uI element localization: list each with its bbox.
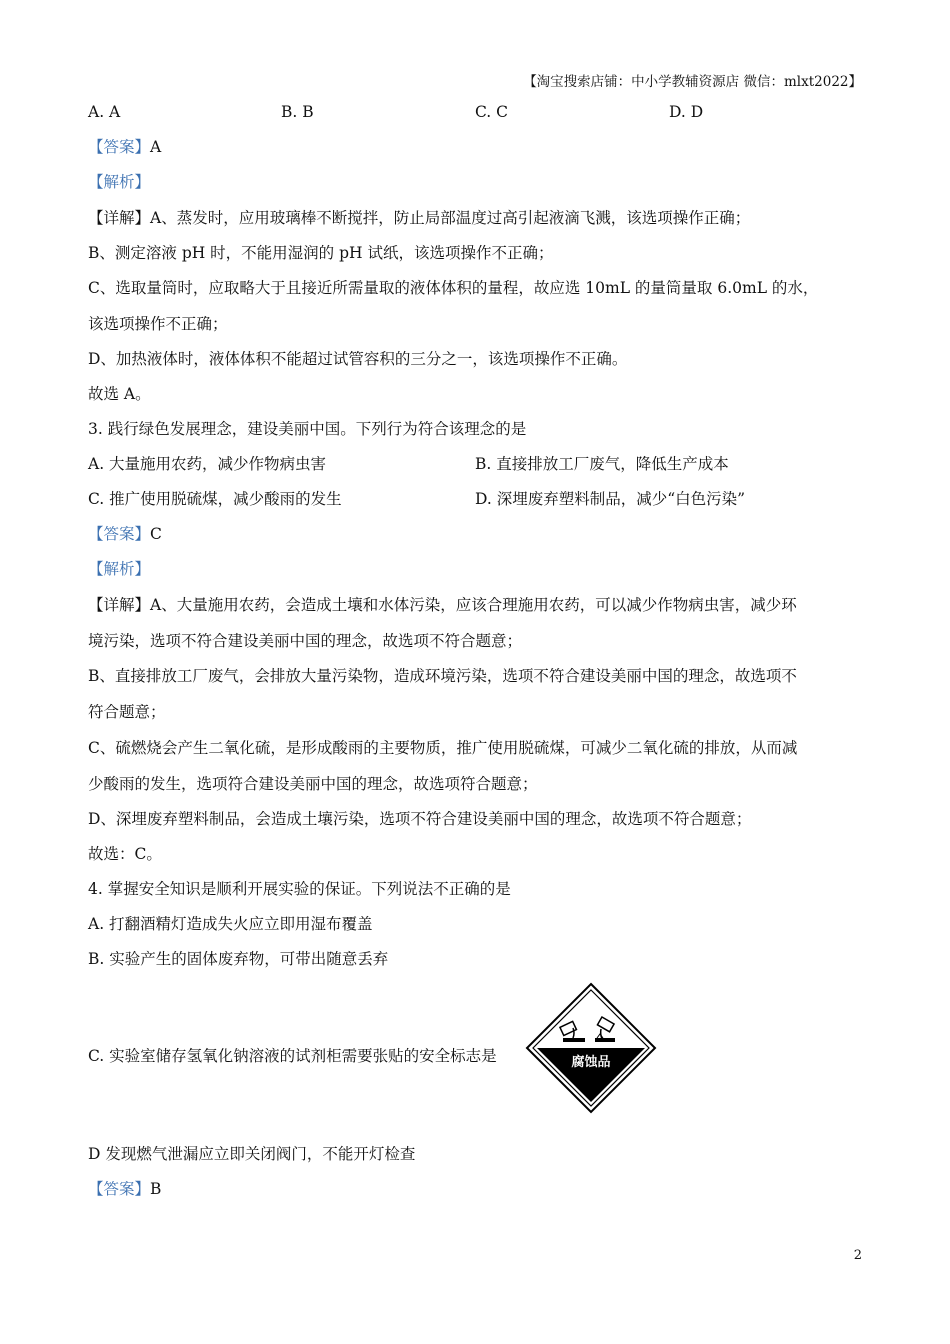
q4-option-b: B. 实验产生的固体废弃物，可带出随意丢弃 <box>88 950 389 968</box>
answer-value: A <box>150 138 162 156</box>
detail-text: A、蒸发时，应用玻璃棒不断搅拌，防止局部温度过高引起液滴飞溅，该选项操作正确； <box>150 209 751 227</box>
detail-tag: 【详解】 <box>88 596 151 614</box>
answer-tag: 【答案】 <box>88 138 151 156</box>
q3-option-a: A. 大量施用农药，减少作物病虫害 <box>88 455 327 473</box>
q3-detail-line: C、硫燃烧会产生二氧化硫，是形成酸雨的主要物质，推广使用脱硫煤，可减少二氧化硫的排放，从而减 <box>88 739 798 757</box>
q3-detail-line: D、深埋废弃塑料制品，会造成土壤污染，选项不符合建设美丽中国的理念，故选项不符合题意； <box>88 810 752 828</box>
q3-conclusion: 故选：C。 <box>88 845 162 863</box>
q3-option-c: C. 推广使用脱硫煤，减少酸雨的发生 <box>88 490 342 508</box>
q3-stem: 3. 践行绿色发展理念，建设美丽中国。下列行为符合该理念的是 <box>88 420 527 438</box>
q2-detail-line <box>88 208 750 228</box>
q2-option-b: B. B <box>281 103 314 121</box>
detail-text: A、大量施用农药，会造成土壤和水体污染，应该合理施用农药，可以减少作物病虫害，减少环 <box>150 596 797 614</box>
q2-analysis-tag: 【解析】 <box>88 173 151 191</box>
q4-stem: 4. 掌握安全知识是顺利开展实验的保证。下列说法不正确的是 <box>88 880 511 898</box>
q2-option-c: C. C <box>475 103 509 121</box>
q2-detail-line: D、加热液体时，液体体积不能超过试管容积的三分之一，该选项操作不正确。 <box>88 350 628 368</box>
detail-tag: 【详解】 <box>88 209 151 227</box>
page-number: 2 <box>853 1248 862 1263</box>
q2-option-d: D. D <box>669 103 704 121</box>
q3-detail-line: 符合题意； <box>88 703 166 721</box>
q2-detail-line: 该选项操作不正确； <box>88 315 228 333</box>
q2-conclusion: 故选 A。 <box>88 385 151 403</box>
q2-detail-line: B、测定溶液 pH 时，不能用湿润的 pH 试纸，该选项操作不正确； <box>88 244 554 262</box>
answer-value: B <box>150 1180 162 1198</box>
q3-detail-line <box>88 595 797 615</box>
q4-option-d: D 发现燃气泄漏应立即关闭阀门，不能开灯检查 <box>88 1145 416 1163</box>
q2-detail-line: C、选取量筒时，应取略大于且接近所需量取的液体体积的量程，故应选 10mL 的量筒量取 6.0mL 的水， <box>88 279 819 297</box>
q3-answer <box>88 524 162 544</box>
answer-tag: 【答案】 <box>88 525 151 543</box>
q3-analysis-tag: 【解析】 <box>88 560 151 578</box>
sign-label: 腐蚀品 <box>571 1055 611 1070</box>
q4-answer <box>88 1179 161 1199</box>
q3-detail-line: B、直接排放工厂废气，会排放大量污染物，造成环境污染，选项不符合建设美丽中国的理念，故选项不 <box>88 667 797 685</box>
q3-option-d: D. 深埋废弃塑料制品，减少“白色污染” <box>475 490 746 508</box>
q4-option-a: A. 打翻酒精灯造成失火应立即用湿布覆盖 <box>88 915 373 933</box>
answer-value: C <box>150 525 162 543</box>
q4-option-c: C. 实验室储存氢氧化钠溶液的试剂柜需要张贴的安全标志是 <box>88 1047 497 1065</box>
page-header: 【淘宝搜索店铺：中小学教辅资源店 微信：mlxt2022】 <box>523 74 862 90</box>
q2-answer <box>88 137 161 157</box>
q3-detail-line: 境污染，选项不符合建设美丽中国的理念，故选项不符合题意； <box>88 632 523 650</box>
q3-option-b: B. 直接排放工厂废气，降低生产成本 <box>475 455 729 473</box>
corrosive-warning-sign <box>525 982 657 1114</box>
q2-option-a: A. A <box>88 103 121 121</box>
q3-detail-line: 少酸雨的发生，选项符合建设美丽中国的理念，故选项符合题意； <box>88 775 538 793</box>
answer-tag: 【答案】 <box>88 1180 151 1198</box>
